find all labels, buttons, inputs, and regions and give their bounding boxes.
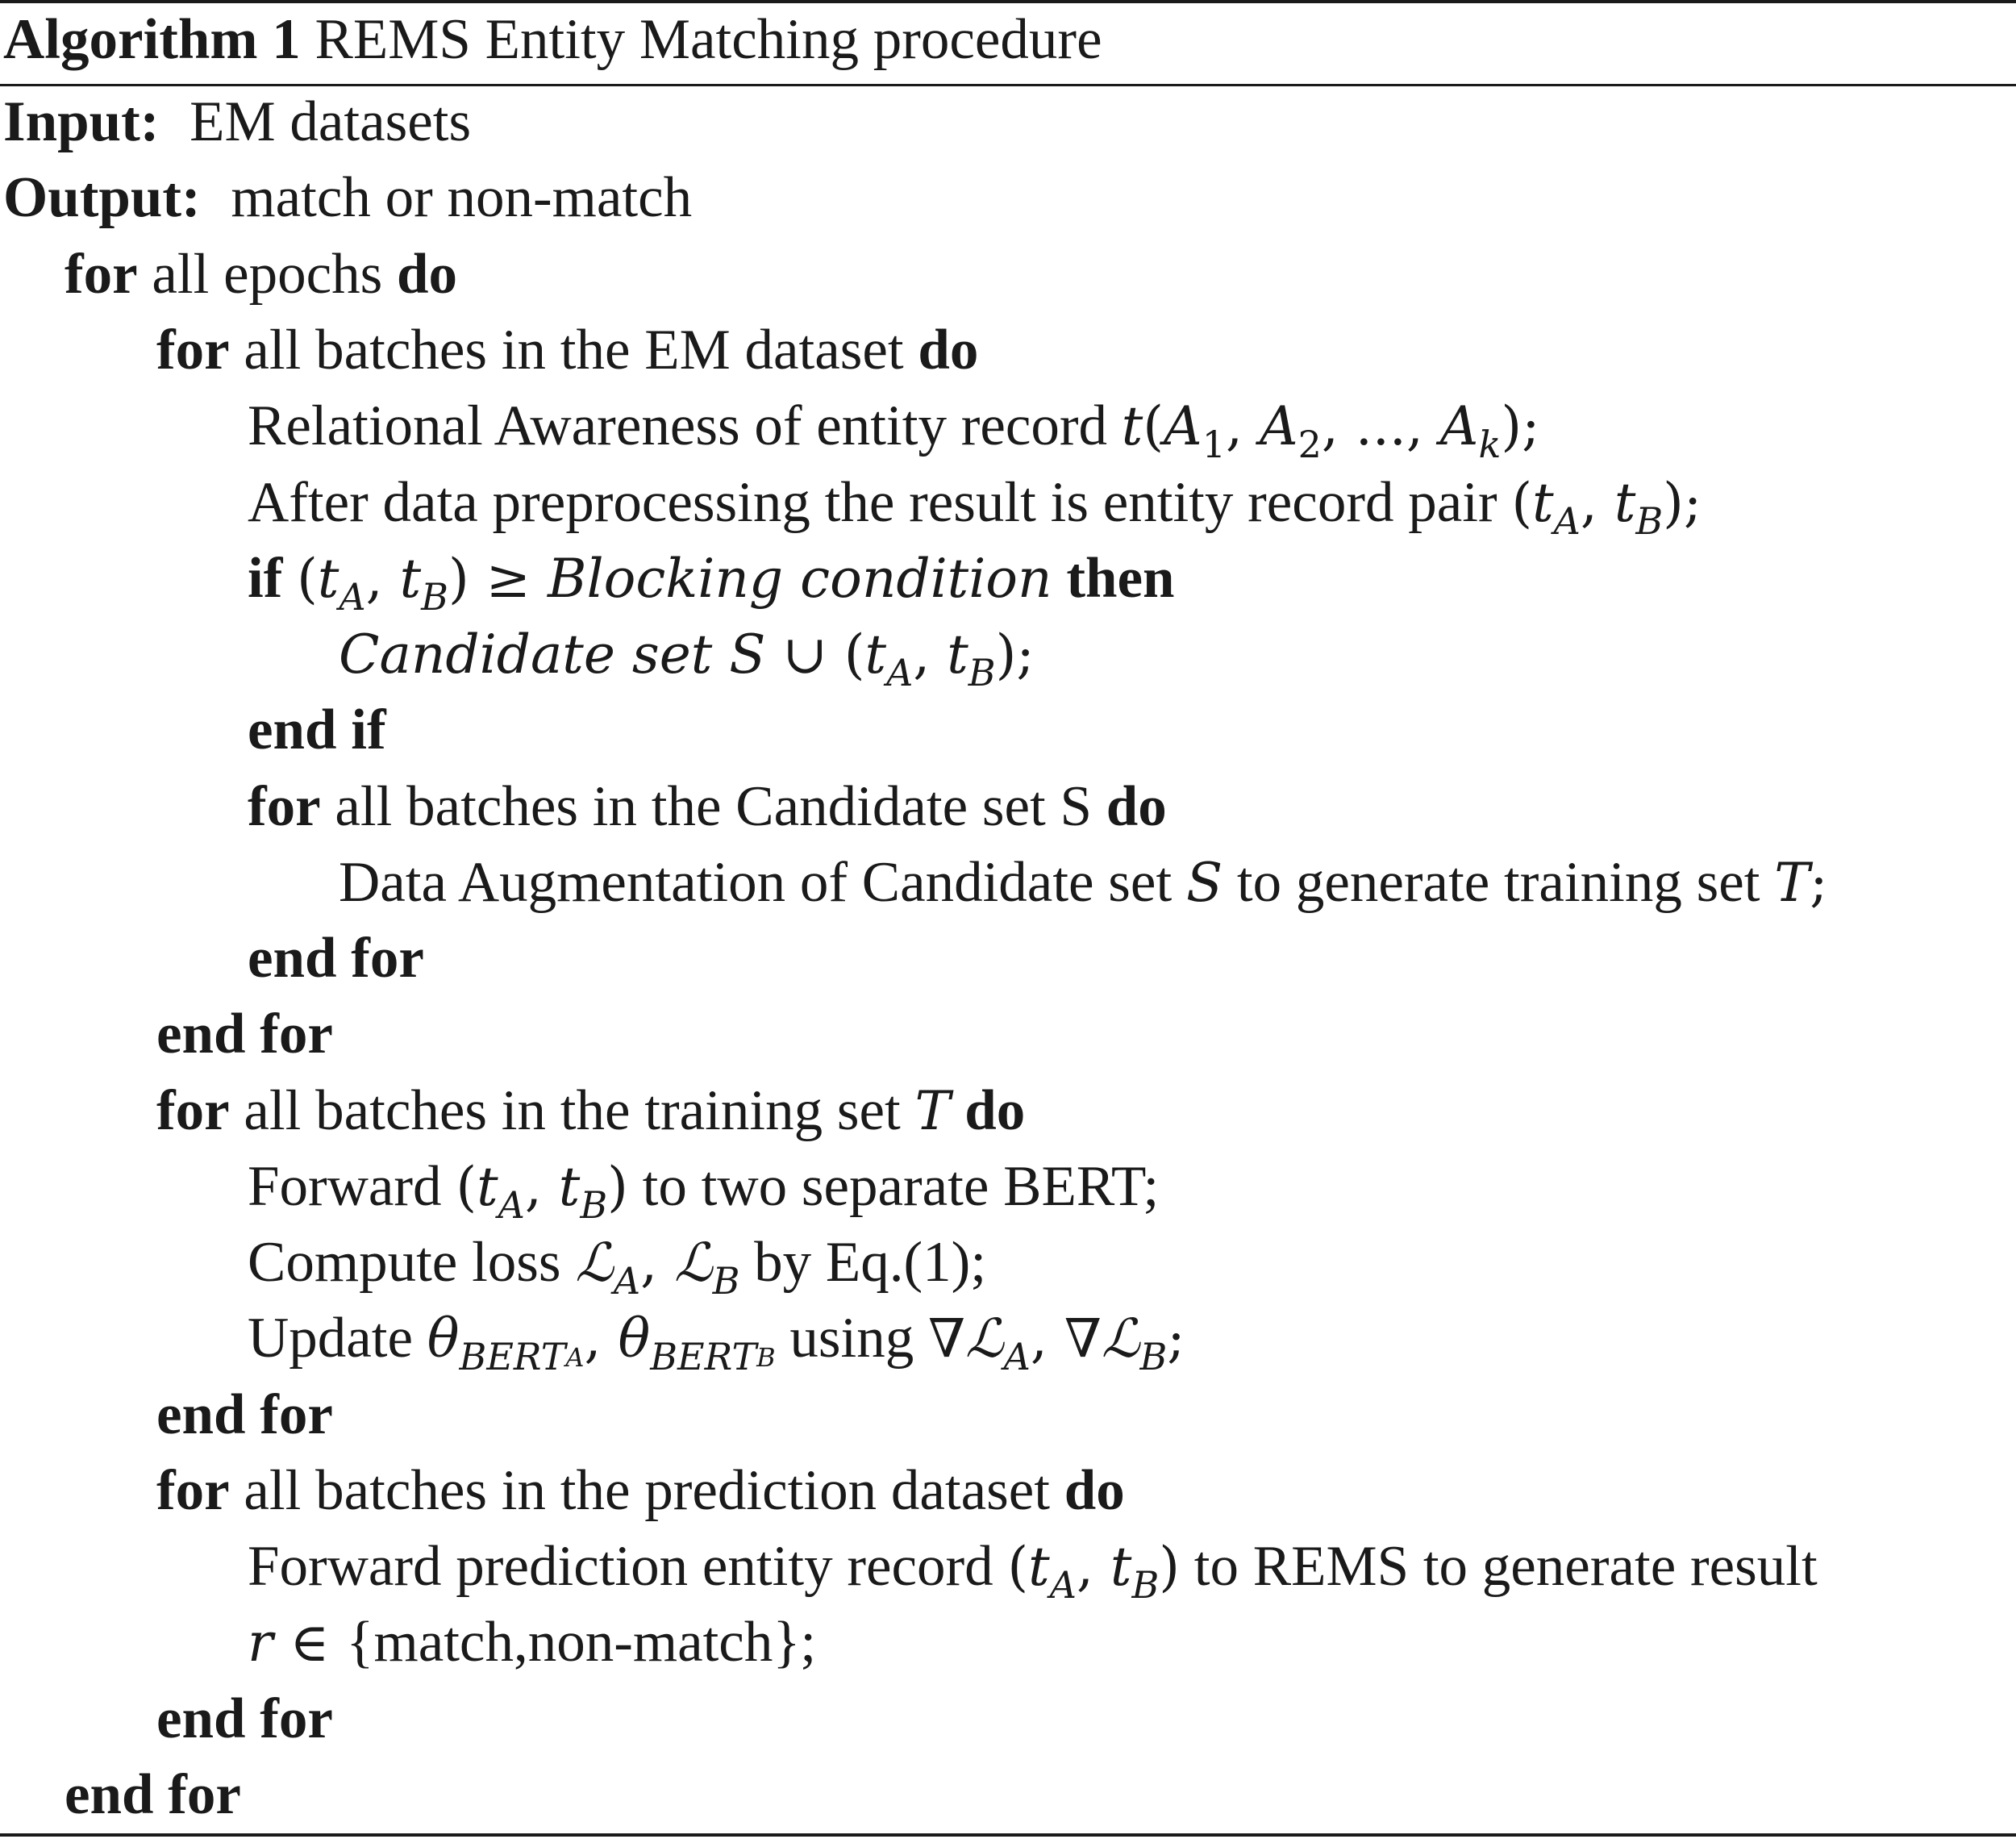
- keyword-end-for: end for: [156, 1003, 333, 1065]
- algo-line-19: r ∈ {match,non-match};: [248, 1611, 817, 1674]
- algo-line-6: Candidate set S ∪ ($t_A$, $t_B$);: [339, 623, 1035, 694]
- algorithm-caption: [3, 2, 1102, 77]
- keyword-do: do: [1106, 775, 1167, 838]
- line-text-a: Update: [248, 1307, 414, 1370]
- algo-line-9: Data Augmentation of Candidate set S to generate training set T;: [339, 851, 1828, 914]
- keyword-for: for: [156, 319, 230, 382]
- algo-line-10: [248, 920, 424, 996]
- output-label: Output:: [3, 166, 201, 229]
- keyword-for: for: [65, 243, 138, 306]
- line-text: {match,non-match};: [346, 1611, 817, 1674]
- input-line: [3, 84, 471, 160]
- line-text-a: Data Augmentation of Candidate set: [339, 851, 1173, 914]
- algo-line-5: if ($t_A$, $t_B$) ≥ Blocking condition then: [248, 547, 1175, 619]
- algo-line-14: Compute loss ℒ$_A$, ℒ$_B$ by Eq.(1);: [248, 1231, 987, 1303]
- keyword-for: for: [156, 1079, 230, 1142]
- math-entity-record: t: [1121, 395, 1143, 457]
- keyword-end-for: end for: [156, 1687, 333, 1750]
- line-text-b: to two separate BERT;: [642, 1155, 1160, 1218]
- algo-line-4: After data preprocessing the result is entity record pair ($t_A$, $t_B$);: [248, 471, 1702, 543]
- algo-line-12: for all batches in the training set T do: [156, 1079, 1026, 1142]
- line-text: all batches in the EM dataset: [244, 319, 904, 382]
- line-text: After data preprocessing the result is entity record pair: [248, 471, 1497, 534]
- line-text: Relational Awareness of entity record: [248, 394, 1108, 457]
- algo-line-11: [156, 996, 333, 1072]
- algo-line-13: Forward ($t_A$, $t_B$) to two separate BERT;: [248, 1155, 1160, 1227]
- keyword-then: then: [1066, 547, 1175, 610]
- candidate-set-expr: Candidate set S: [339, 623, 766, 686]
- input-label: Input:: [3, 90, 160, 153]
- algo-line-8: [248, 769, 1167, 844]
- keyword-end-for: end for: [248, 927, 424, 990]
- line-text-b: to REMS to generate result: [1193, 1535, 1818, 1598]
- blocking-condition: Blocking condition: [547, 548, 1052, 610]
- bottom-rule: [0, 1833, 2016, 1837]
- keyword-for: for: [248, 775, 321, 838]
- algo-line-15: Update $\theta_{BERT}A$, $\theta_{BERT}B$ using ∇ℒ$_A$, ∇ℒ$_B$;: [248, 1307, 1185, 1378]
- keyword-for: for: [156, 1459, 230, 1522]
- line-text-b: using: [789, 1307, 914, 1370]
- keyword-end-for: end for: [156, 1383, 333, 1446]
- line-text-a: Forward: [248, 1155, 442, 1218]
- output-line: [3, 160, 692, 236]
- algo-line-2: [156, 312, 978, 388]
- algo-line-21: [65, 1757, 241, 1833]
- line-text-b: by Eq.(1);: [754, 1231, 987, 1294]
- input-value: EM datasets: [190, 90, 472, 153]
- algorithm-title: REMS Entity Matching procedure: [314, 8, 1102, 71]
- line-text-b: to generate training set: [1236, 851, 1760, 914]
- line-text: all batches in the Candidate set S: [335, 775, 1092, 838]
- line-text: all batches in the training set: [244, 1079, 901, 1142]
- keyword-do: do: [964, 1079, 1026, 1142]
- keyword-do: do: [1064, 1459, 1125, 1522]
- output-value: match or non-match: [231, 166, 693, 229]
- keyword-do: do: [918, 319, 979, 382]
- keyword-if: if: [248, 547, 283, 610]
- algo-line-3: Relational Awareness of entity record $t(A_1$, $A_2$, ..., $A_k$);: [248, 394, 1540, 466]
- algo-line-18: Forward prediction entity record ($t_A$, $t_B$) to REMS to generate result: [248, 1535, 1818, 1607]
- keyword-end-if: end if: [248, 698, 386, 761]
- keyword-do: do: [397, 243, 458, 306]
- line-text: all epochs: [152, 243, 383, 306]
- algo-line-16: [156, 1377, 333, 1453]
- algo-line-17: [156, 1453, 1125, 1528]
- algo-line-20: [156, 1681, 333, 1757]
- algo-line-7: [248, 692, 386, 768]
- line-text: all batches in the prediction dataset: [244, 1459, 1050, 1522]
- algo-line-1: [65, 236, 457, 312]
- keyword-end-for: end for: [65, 1763, 241, 1826]
- line-text-a: Forward prediction entity record: [248, 1535, 993, 1598]
- line-text-a: Compute loss: [248, 1231, 561, 1294]
- algorithm-label: Algorithm 1: [3, 8, 301, 71]
